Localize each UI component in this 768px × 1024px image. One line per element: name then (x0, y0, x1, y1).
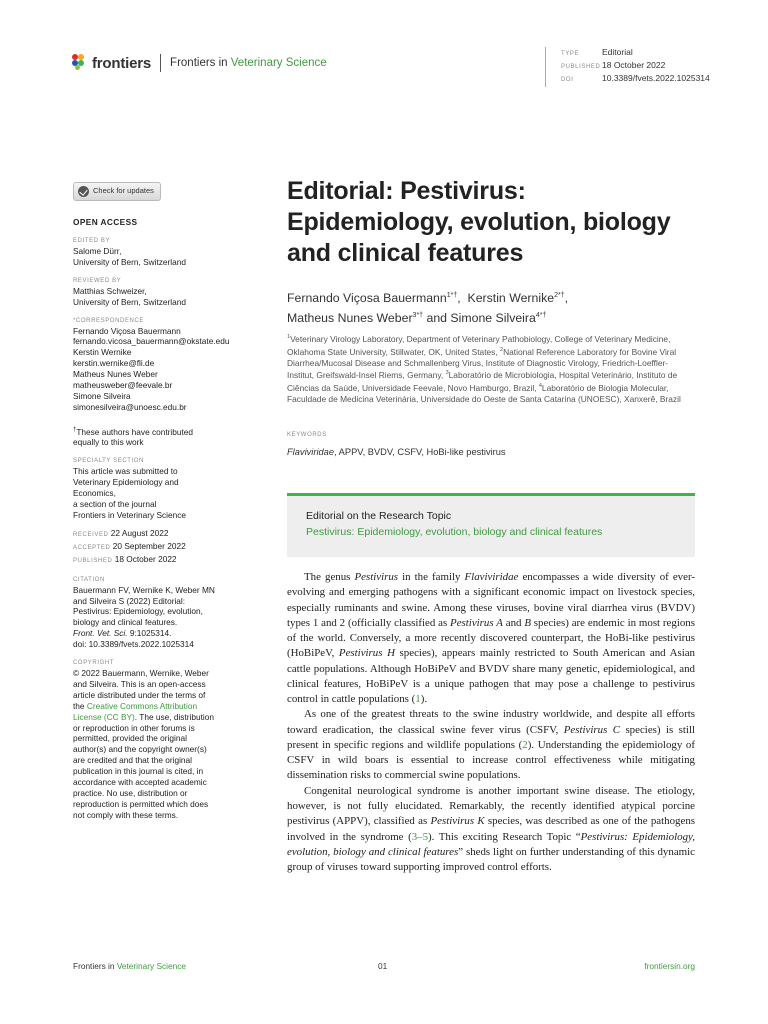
citation: Bauermann FV, Wernike K, Weber MN and Silveira S (2022) Editorial: Pestivirus: Epidemiology, evolution, biology and clinical features. Front. Vet. Sci. 9:1025314. doi: 10.3389/fvets.2022.1025314 (73, 585, 233, 650)
citation-doi[interactable]: doi: 10.3389/fvets.2022.1025314 (73, 639, 194, 650)
article-body (287, 570, 695, 875)
author-name[interactable]: Matheus Nunes Weber (287, 311, 413, 325)
correspondence-label: *CORRESPONDENCE (73, 317, 145, 324)
copyright-label: COPYRIGHT (73, 660, 115, 667)
author-name[interactable]: Kerstin Wernike (467, 291, 555, 305)
paragraph: Congenital neurological syndrome is another important swine disease. The etiology, however, is not fully elucidated. Remarkably, the recently identified atypical porcine pestivirus (APPV), classified as Pestivirus K species, was described as one of the pathogens involved in the syndrome (3–5). This exciting Research Topic “Pestivirus: Epidemiology, evolution, biology and clinical features” sheds light on further understanding of this dynamic group of viruses toward supporting improved control efforts. (287, 784, 696, 874)
article-dates: RECEIVED 22 August 2022 ACCEPTED 20 September 2022 PUBLISHED 18 October 2022 (73, 527, 186, 564)
email-link[interactable]: fernando.vicosa_bauermann@okstate.edu (73, 336, 230, 347)
doi-label: DOI (561, 77, 574, 83)
frontiers-logo-icon (72, 54, 88, 72)
reviewed-by: Matthias Schweizer, University of Bern, Switzerland (73, 285, 186, 307)
equal-contribution-note: †These authors have contributed equally to this work (73, 426, 194, 448)
research-topic-link[interactable]: Pestivirus: Epidemiology, evolution, biology and clinical features (306, 526, 603, 538)
author-list: Fernando Viçosa Bauermann$^{1*\dagger}$, Kerstin Wernike$^{2*\dagger}$, Matheus Nunes Weber$^{3*\dagger}$ and Simone Silveira$^{4*\dagger}$ (287, 291, 569, 325)
email-link[interactable]: kerstin.wernike@fli.de (73, 358, 155, 369)
ref-link[interactable]: 2 (522, 738, 528, 751)
page-footer (73, 961, 695, 973)
keywords-label: KEYWORDS (287, 432, 327, 438)
check-for-updates-button[interactable]: Check for updates (73, 182, 161, 201)
citation-label: CITATION (73, 576, 105, 583)
research-topic-label: Editorial on the Research Topic (306, 510, 452, 522)
doi-value[interactable]: 10.3389/fvets.2022.1025314 (602, 73, 710, 83)
paragraph: The genus Pestivirus in the family Flaviviridae encompasses a wide diversity of ever-evolving and emerging pathogens with a significant economic impact on livestock species, especially ruminants and swine. Among these viruses, bovine viral diarrhea virus (BVDV) types 1 and 2 (officially classified as Pestivirus A and B species) are endemic in most regions of the world. Conversely, a more recently discovered counterpart, the HoBi-like pestivirus (HoBiPeV, Pestivirus H species), appears mainly restricted to South American and Asian cattle populations. Although HoBiPeV and BVDV share many genetic, epidemiological, and clinical features, HoBiPeV is a unique pathogen that may pose a challenge to pestivirus control in cattle populations (1). (287, 571, 695, 706)
specialty-section: This article was submitted to Veterinary Epidemiology and Economics, a section of the journal Frontiers in Veterinary Science (73, 466, 186, 520)
ref-link[interactable]: 1 (415, 693, 421, 706)
published-value: 18 October 2022 (602, 60, 666, 70)
keywords: Flaviviridae, APPV, BVDV, CSFV, HoBi-like pestivirus (287, 447, 506, 457)
license-link[interactable]: License (CC BY) (73, 711, 135, 722)
article-title: Editorial: Pestivirus: Epidemiology, evolution, biology and clinical features (287, 177, 671, 267)
article-meta (545, 47, 710, 87)
header-divider (160, 54, 161, 72)
footer-journal[interactable]: Frontiers in Veterinary Science (73, 961, 186, 971)
affiliations: $^1$Veterinary Virology Laboratory, Department of Veterinary Pathobiology, College of Veterinary Medicine, Oklahoma State University, Stillwater, OK, United States, $^2$National Reference Laboratory for Bovine Viral Diarrhea/Mucosal Disease and Schmallenberg Virus, Institute of Diagnostic Virology, Friedrich-Loeffler-Institut, Greifswald-Insel Riems, Germany, $^3$Laboratório de Microbiologia, Hospital Veterinário, Instituto de Ciências da Saúde, Universidade Feevale, Novo Hamburgo, Brazil, $^4$Laboratório de Biologia Molecular, Faculdade de Medicina Veterinária, Universidade do Oeste de Santa Catarina (UNOESC), Xanxerê, Brazil (287, 333, 681, 405)
author-name[interactable]: Simone Silveira (450, 311, 536, 325)
edited-by-label: EDITED BY (73, 237, 111, 244)
reviewed-by-label: REVIEWED BY (73, 277, 122, 284)
type-label: TYPE (561, 51, 580, 57)
paragraph: As one of the greatest threats to the swine industry worldwide, and despite all efforts toward eradication, the classical swine fever virus (CSFV, Pestivirus C species) is still present in specific regions and wildlife populations (2). Understanding the epidemiology of CSFV in wild boars is essential to increase control effectiveness while mitigating dissemination risks to commercial swine populations. (287, 708, 695, 782)
brand-name: frontiers (92, 54, 152, 72)
specialty-section-label: SPECIALTY SECTION (73, 458, 144, 465)
sidebar (73, 182, 233, 821)
footer-site-link[interactable]: frontiersin.org (644, 961, 695, 971)
email-link[interactable]: matheusweber@feevale.br (73, 380, 173, 391)
page-header (72, 47, 710, 94)
type-value: Editorial (602, 47, 633, 57)
check-icon (78, 186, 89, 197)
author-name[interactable]: Fernando Viçosa Bauermann (287, 291, 447, 305)
page-number: 01 (378, 961, 388, 971)
frontiers-logo[interactable] (72, 54, 327, 72)
correspondence: Fernando Viçosa Bauermann fernando.vicosa_bauermann@okstate.edu Kerstin Wernike kerstin.wernike@fli.de Matheus Nunes Weber matheusweber@feevale.br Simone Silveira simonesilveira@unoesc.edu.br (73, 326, 233, 413)
license-link[interactable]: Creative Commons Attribution (86, 700, 198, 711)
email-link[interactable]: simonesilveira@unoesc.edu.br (73, 401, 187, 412)
edited-by: Salome Dürr, University of Bern, Switzerland (73, 245, 186, 267)
published-label: PUBLISHED (561, 64, 601, 70)
copyright: © 2022 Bauermann, Wernike, Weber and Silveira. This is an open-access article distributed under the terms of the Creative Commons Attribution License (CC BY). The use, distribution or reproduction in other forums is permitted, provided the original author(s) and the copyright owner(s) are credited and that the original publication in this journal is cited, in accordance with accepted academic practice. No use, distribution or reproduction is permitted which does not comply with these terms. (73, 668, 214, 820)
open-access-label: OPEN ACCESS (73, 217, 138, 227)
journal-name[interactable]: Frontiers in Veterinary Science (170, 57, 327, 69)
research-topic-box (287, 493, 695, 557)
ref-link[interactable]: 3–5 (411, 830, 429, 843)
